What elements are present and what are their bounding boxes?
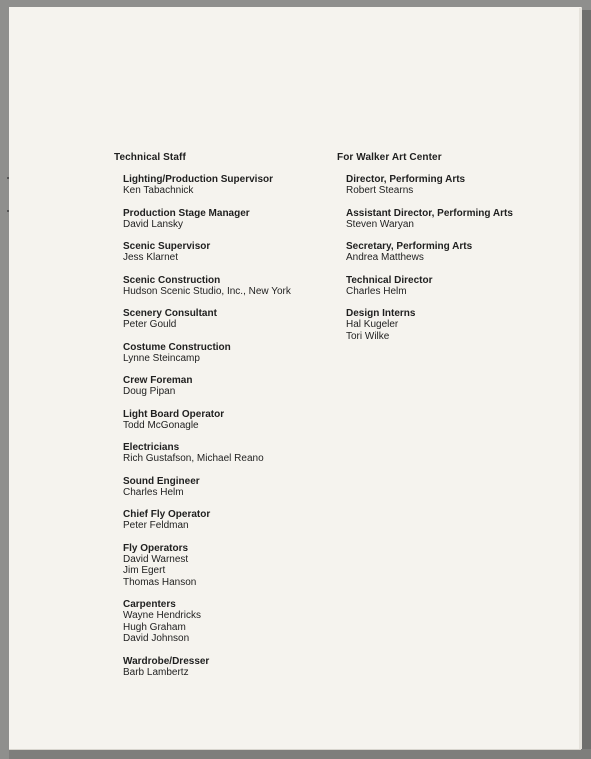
section-heading: Technical Staff — [114, 152, 186, 163]
person-name: Hugh Graham — [123, 621, 186, 633]
credit-entry — [123, 543, 334, 589]
person-name: Robert Stearns — [346, 185, 414, 196]
section-heading: For Walker Art Center — [337, 152, 442, 163]
person-name: Jim Egert — [123, 565, 166, 576]
role-title: Secretary, Performing Arts — [346, 241, 473, 252]
role-title: Sound Engineer — [123, 475, 200, 487]
person-name: Barb Lambertz — [123, 666, 189, 678]
credit-entry — [123, 208, 334, 231]
person-name: David Johnson — [123, 633, 190, 644]
person-name: Rich Gustafson, Michael Reano — [123, 453, 264, 464]
page-shadow — [582, 10, 591, 759]
role-title: Crew Foreman — [123, 375, 193, 386]
credit-entry — [123, 275, 334, 298]
credit-entry — [123, 241, 334, 264]
person-name: Todd McGonagle — [123, 419, 199, 431]
person-name: Charles Helm — [123, 486, 184, 498]
person-name: Peter Feldman — [123, 520, 189, 531]
role-title: Costume Construction — [123, 341, 231, 353]
credit-entry — [346, 174, 567, 197]
person-name: Ken Tabachnick — [123, 185, 194, 196]
credit-entry — [123, 476, 334, 499]
credit-entry — [123, 409, 334, 432]
role-title: Electricians — [123, 442, 180, 453]
role-title: Lighting/Production Supervisor — [123, 174, 273, 185]
role-title: Director, Performing Arts — [346, 174, 466, 185]
person-name: Lynne Steincamp — [123, 352, 200, 364]
credit-entry — [123, 509, 334, 532]
role-title: Chief Fly Operator — [123, 509, 211, 520]
binding-mark — [7, 210, 9, 212]
credit-entry — [123, 174, 334, 197]
role-title: Technical Director — [346, 274, 433, 286]
person-name: David Warnest — [123, 553, 189, 565]
credit-entry — [123, 442, 334, 465]
person-name: Wayne Hendricks — [123, 610, 201, 621]
role-title: Assistant Director, Performing Arts — [346, 207, 513, 219]
person-name: Doug Pipan — [123, 386, 176, 397]
role-title: Wardrobe/Dresser — [123, 655, 210, 667]
credit-entry — [346, 241, 567, 264]
person-name: Jess Klarnet — [123, 252, 179, 263]
credit-entry — [346, 308, 567, 342]
credit-entry — [123, 375, 334, 398]
walker-art-center-column — [337, 152, 567, 353]
person-name: Andrea Matthews — [346, 252, 424, 263]
role-title: Light Board Operator — [123, 408, 225, 420]
credit-entry — [123, 342, 334, 365]
role-title: Design Interns — [346, 308, 416, 319]
person-name: Charles Helm — [346, 285, 407, 297]
bottom-shadow — [9, 749, 591, 759]
person-name: Hudson Scenic Studio, Inc., New York — [123, 285, 291, 297]
role-title: Scenic Supervisor — [123, 241, 211, 252]
technical-staff-column — [114, 152, 334, 689]
binding-mark — [7, 177, 9, 179]
person-name: Tori Wilke — [346, 330, 390, 342]
credit-entry — [123, 656, 334, 679]
role-title: Carpenters — [123, 599, 176, 610]
person-name: Peter Gould — [123, 319, 177, 330]
credit-entry — [346, 208, 567, 231]
credit-list — [346, 174, 567, 342]
role-title: Production Stage Manager — [123, 207, 250, 219]
person-name: Thomas Hanson — [123, 576, 197, 588]
credit-entry — [123, 308, 334, 331]
credit-entry — [123, 599, 334, 645]
page-edge — [579, 8, 582, 749]
role-title: Scenic Construction — [123, 274, 221, 286]
role-title: Scenery Consultant — [123, 308, 217, 319]
credit-list — [123, 174, 334, 678]
person-name: Hal Kugeler — [346, 319, 399, 330]
person-name: Steven Waryan — [346, 218, 414, 230]
person-name: David Lansky — [123, 218, 184, 230]
role-title: Fly Operators — [123, 542, 189, 554]
credit-entry — [346, 275, 567, 298]
